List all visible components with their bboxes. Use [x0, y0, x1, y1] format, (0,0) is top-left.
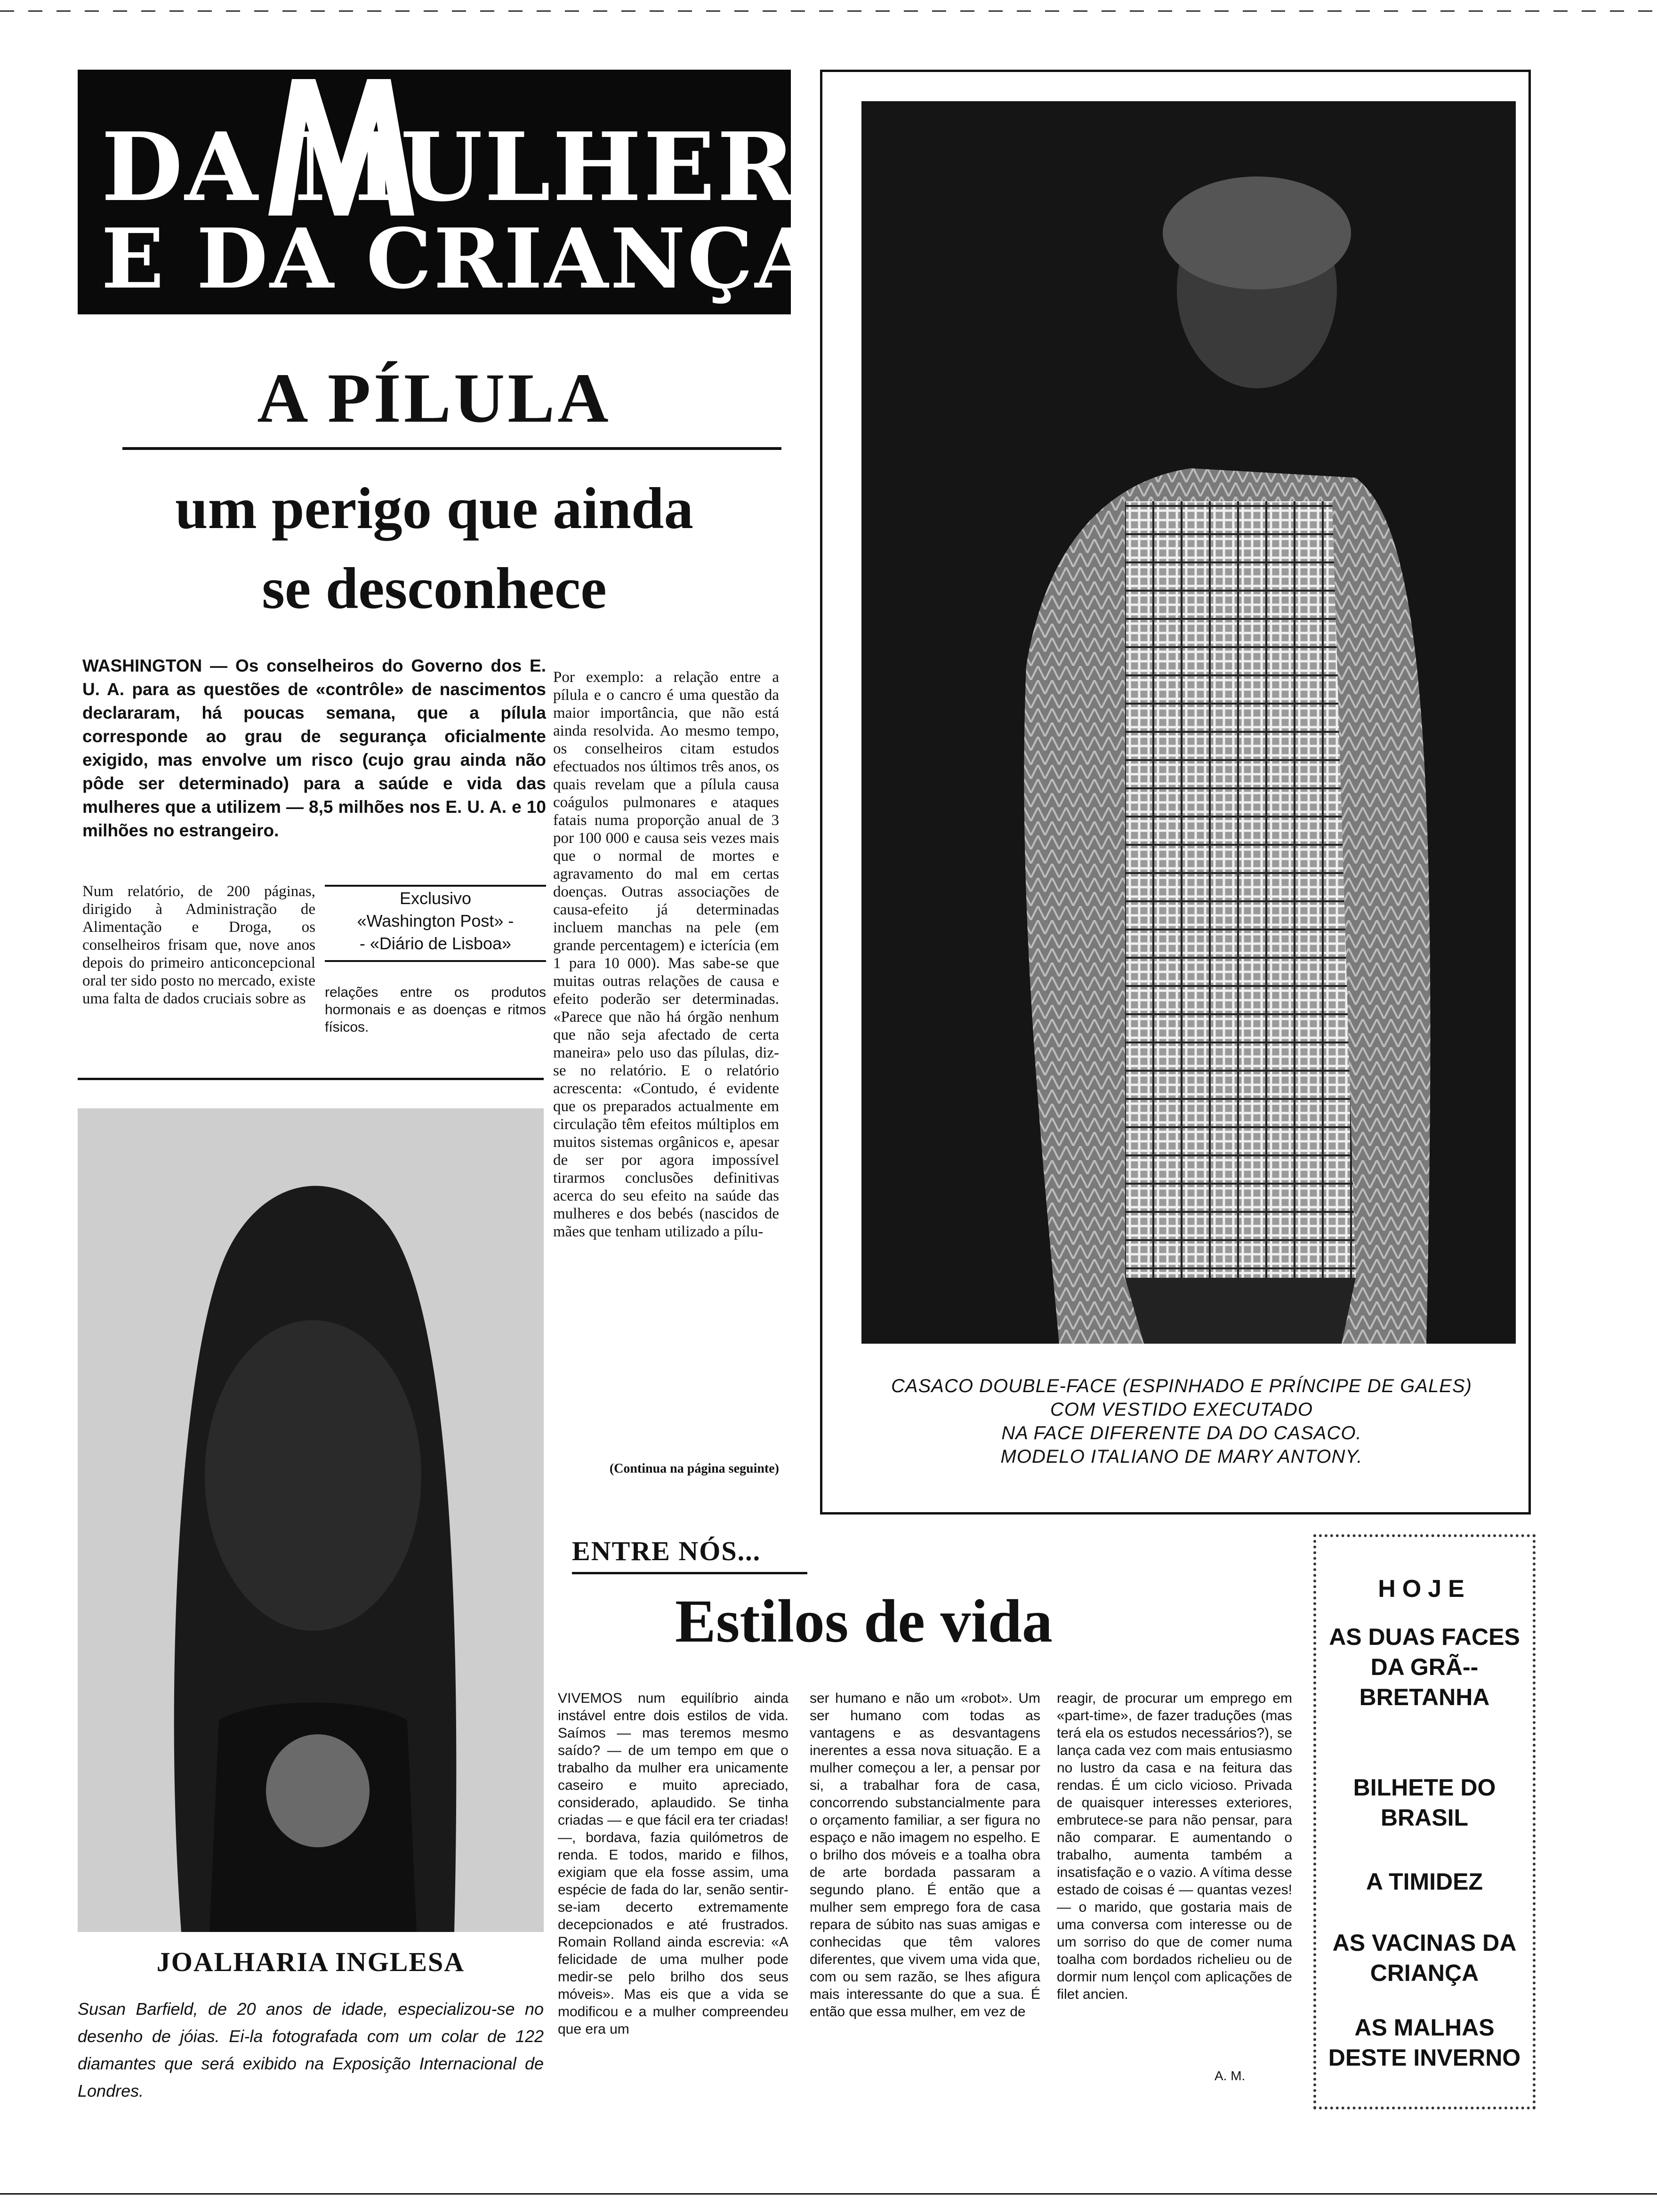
- today-item-3: A TIMIDEZ: [1366, 1868, 1483, 1895]
- today-item-2: BILHETE DO BRASIL: [1353, 1774, 1496, 1831]
- today-box: [1313, 1534, 1536, 2109]
- fashion-photo: [861, 101, 1516, 1344]
- exclusive-line1: Exclusivo: [399, 889, 472, 908]
- woman-portrait-illustration: [78, 1108, 544, 1932]
- coat-model-illustration: [861, 101, 1516, 1344]
- jewelry-caption-title: JOALHARIA INGLESA: [156, 1947, 465, 1977]
- fashion-caption-line4: MODELO ITALIANO DE MARY ANTONY.: [1000, 1446, 1363, 1467]
- exclusive-rule-bottom: [325, 960, 546, 962]
- article-column-3: Por exemplo: a relação entre a pílula e o cancro é uma questão da maior importância, que não está ainda resolvida. Ao mesmo tempo, os conselheiros citam estudos efectuados nos últimos três anos, os quais revelam que a pílula causa coágulos pulmonares e ataques fatais numa proporção anual de 3 por 100 000 e causa seis vezes mais que o normal de mortes e agravamento do mal em certas doenças. Outras associações de causa-efeito já determinadas incluem manchas na pele (em grande percentagem) e icterícia (em 1 para 10 000). Mas sabe-se que muitas outras relações de causa e efeito poderão ser determinadas. «Parece que não há órgão nenhum que não seja afectado de certa maneira» pelo uso das pílulas, diz-se no relatório. E o relatório acrescenta: «Contudo, é evidente que os preparados actualmente em circulação têm efeitos múltiplos em muitos sistemas orgânicos e, apesar de ser por agora impossível tirarmos conclusões definitivas acerca do seu efeito na saúde das mulheres e dos bebés (nascidos de mães que tenham utilizado a pílu-: [553, 669, 779, 1240]
- jewelry-photo: [78, 1108, 544, 1932]
- title-rule: [122, 447, 781, 450]
- fashion-caption: [847, 1374, 1516, 1468]
- fashion-caption-line3: NA FACE DIFERENTE DA DO CASACO.: [1001, 1423, 1362, 1443]
- article-column-1: Num relatório, de 200 páginas, dirigido à Administração de Alimentação e Droga, os conselheiros frisam que, nove anos depois do primeiro anticoncepcional oral ter sido posto no mercado, existe uma falta de dados cruciais sobre as: [82, 883, 315, 1007]
- exclusive-line3: - «Diário de Lisboa»: [359, 934, 512, 953]
- article2-signature: A. M.: [1215, 2068, 1246, 2083]
- exclusive-rule-top: [325, 885, 546, 887]
- masthead-line1: DA MULHER: [101, 112, 797, 223]
- article-column-2: relações entre os produtos hormonais e as doenças e ritmos físicos.: [325, 985, 546, 1035]
- masthead-line2: E DA CRIANÇA: [101, 211, 821, 307]
- today-item-5: AS MALHAS DESTE INVERNO: [1328, 2014, 1521, 2071]
- continues-note: (Continua na página seguinte): [609, 1461, 779, 1476]
- article-title: A PÍLULA: [257, 359, 611, 437]
- article-subtitle-line1: um perigo que ainda: [175, 476, 693, 541]
- top-rule: [0, 10, 1657, 12]
- jewelry-caption-text: Susan Barfield, de 20 anos de idade, especializou-se no desenho de jóias. Ei-la fotografada com um colar de 122 diamantes que será exibido na Exposição Internacional de Londres.: [78, 1999, 544, 2100]
- article-divider: [78, 1078, 544, 1080]
- article2-column-1: VIVEMOS num equilíbrio ainda instável entre dois estilos de vida. Saímos — mas teremos mesmo saído? — de um tempo em que o trabalho da mulher era unicamente caseiro e muito apreciado, considerado, aplaudido. Se tinha criadas — e que fácil era ter criadas! —, bordava, fazia quilómetros de renda. E todos, marido e filhos, exigiam que ela fosse assim, uma espécie de fada do lar, senão sentir-se-iam decerto extremamente decepcionados e até frustrados. Romain Rolland ainda escrevia: «A felicidade de uma mulher pode medir-se pelo brilho dos seus móveis». Mas eis que a vida se modificou e a mulher compreendeu que era um: [558, 1691, 788, 2037]
- article2-column-3: reagir, de procurar um emprego em «part-time», de fazer traduções (mas terá ela os estudos necessários?), se lança cada vez com mais entusiasmo no lustro da casa e na feitura das rendas. É um ciclo vicioso. Privada de quaisquer interesses exteriores, embrutece-se para não pensar, para não comparar. E aumentando o trabalho, aumenta também a insatisfação e o vazio. A vítima desse estado de coisas é — quantas vezes! — o marido, que gostaria mais de uma conversa com interesse ou de um sorriso do que de comer numa toalha com bordados richelieu ou de dormir num lençol com aplicações de filet ancien.: [1057, 1691, 1292, 2002]
- bottom-rule: [0, 2193, 1657, 2195]
- exclusive-credit: [325, 887, 546, 955]
- today-title: HOJE: [1378, 1575, 1471, 1603]
- fashion-caption-line2: COM VESTIDO EXECUTADO: [1050, 1399, 1313, 1420]
- article-subtitle-line2: se desconhece: [262, 556, 607, 621]
- section-masthead: [78, 70, 821, 314]
- fashion-caption-line1: CASACO DOUBLE-FACE (ESPINHADO E PRÍNCIPE DE GALES): [891, 1376, 1472, 1396]
- article2-title: Estilos de vida: [675, 1587, 1053, 1655]
- today-item-4: AS VACINAS DA CRIANÇA: [1332, 1930, 1517, 1986]
- article2-column-2: ser humano e não um «robot». Um ser humano com todas as vantagens e as desvantagens inerentes a essa nova situação. E a mulher começou a ler, a pensar por si, a trabalhar fora de casa, concorrendo substancialmente para o orçamento familiar, a ser figura no espaço e não imagem no espelho. E o brilho dos móveis e a toalha obra de arte bordada passaram a segundo plano. É então que a mulher sem emprego fora de casa repara de súbito nas suas amigas e conhecidas que têm valores diferentes, que vivem uma vida que, com ou sem razão, se lhes afigura mais interessante do que a sua. É então que essa mulher, em vez de: [810, 1691, 1040, 2020]
- kicker-underline: [572, 1572, 807, 1574]
- article2-kicker: ENTRE NÓS...: [572, 1536, 761, 1566]
- exclusive-line2: «Washington Post» -: [357, 911, 514, 930]
- article-lead: WASHINGTON — Os conselheiros do Governo dos E. U. A. para as questões de «contrôle» de nascimentos declararam, há poucas semana, que a pílula corresponde ao grau de segurança oficialmente exigido, mas envolve um risco (cujo grau ainda não pôde ser determinado) para a saúde e vida das mulheres que a utilizem — 8,5 milhões nos E. U. A. e 10 milhões no estrangeiro.: [82, 656, 546, 840]
- today-item-1: AS DUAS FACES DA GRÃ--BRETANHA: [1329, 1624, 1520, 1710]
